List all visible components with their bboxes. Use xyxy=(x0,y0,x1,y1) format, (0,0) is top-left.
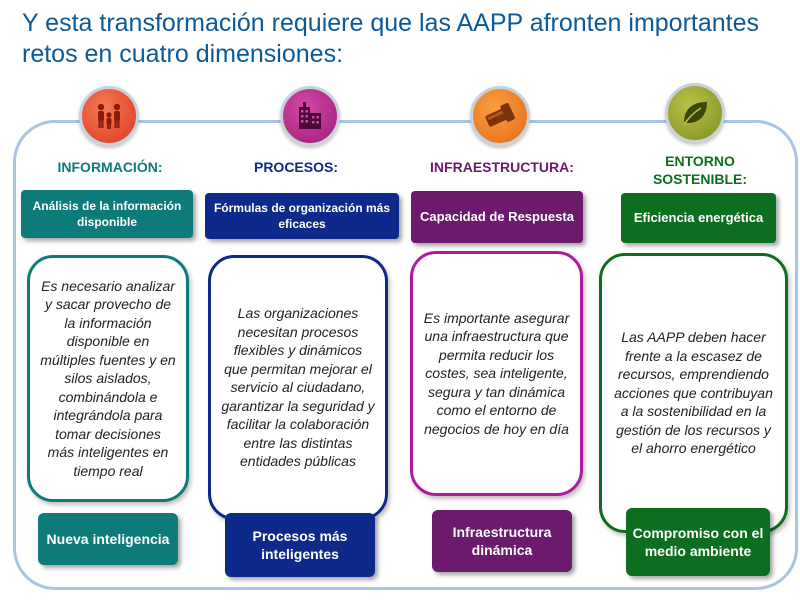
result-informacion: Nueva inteligencia xyxy=(38,513,178,565)
pipe-icon xyxy=(470,86,530,146)
label-entorno-sostenible: Eficiencia energética xyxy=(621,193,776,243)
heading-procesos: PROCESOS: xyxy=(253,159,338,175)
description-infraestructura: Es importante asegurar una infraestructura que permita reducir los costes, sea inteligente, segura y tan dinámica como el entorno de negocios de hoy en día xyxy=(410,251,583,496)
heading-infraestructura: INFRAESTRUCTURA: xyxy=(430,159,574,175)
description-entorno-sostenible: Las AAPP deben hacer frente a la escasez de recursos, emprendiendo acciones que contribuyan a la sostenibilidad en la gestión de los recursos y el ahorro energético xyxy=(599,253,788,533)
result-entorno-sostenible: Compromiso con el medio ambiente xyxy=(626,508,770,576)
description-procesos: Las organizaciones necesitan procesos flexibles y dinámicos que permitan mejorar el servicio al ciudadano, garantizar la seguridad y facilitar la colaboración entre las distintas entidades públicas xyxy=(208,255,388,520)
label-procesos: Fórmulas de organización más eficaces xyxy=(205,193,399,239)
label-infraestructura: Capacidad de Respuesta xyxy=(411,191,583,243)
leaf-icon xyxy=(665,83,725,143)
building-icon xyxy=(280,86,340,146)
people-icon xyxy=(79,86,139,146)
result-procesos: Procesos más inteligentes xyxy=(225,513,375,577)
page-title: Y esta transformación requiere que las AAPP afronten importantes retos en cuatro dimensiones: xyxy=(22,9,759,68)
heading-entorno-sostenible: ENTORNO SOSTENIBLE: xyxy=(652,153,748,187)
heading-informacion: INFORMACIÓN: xyxy=(57,159,163,175)
description-informacion: Es necesario analizar y sacar provecho de la información disponible en múltiples fuentes y en silos aislados, combinándola e integrándola para tomar decisiones más inteligentes en tiempo real xyxy=(27,255,189,502)
result-infraestructura: Infraestructura dinámica xyxy=(432,510,572,572)
label-informacion: Análisis de la información disponible xyxy=(21,190,193,238)
